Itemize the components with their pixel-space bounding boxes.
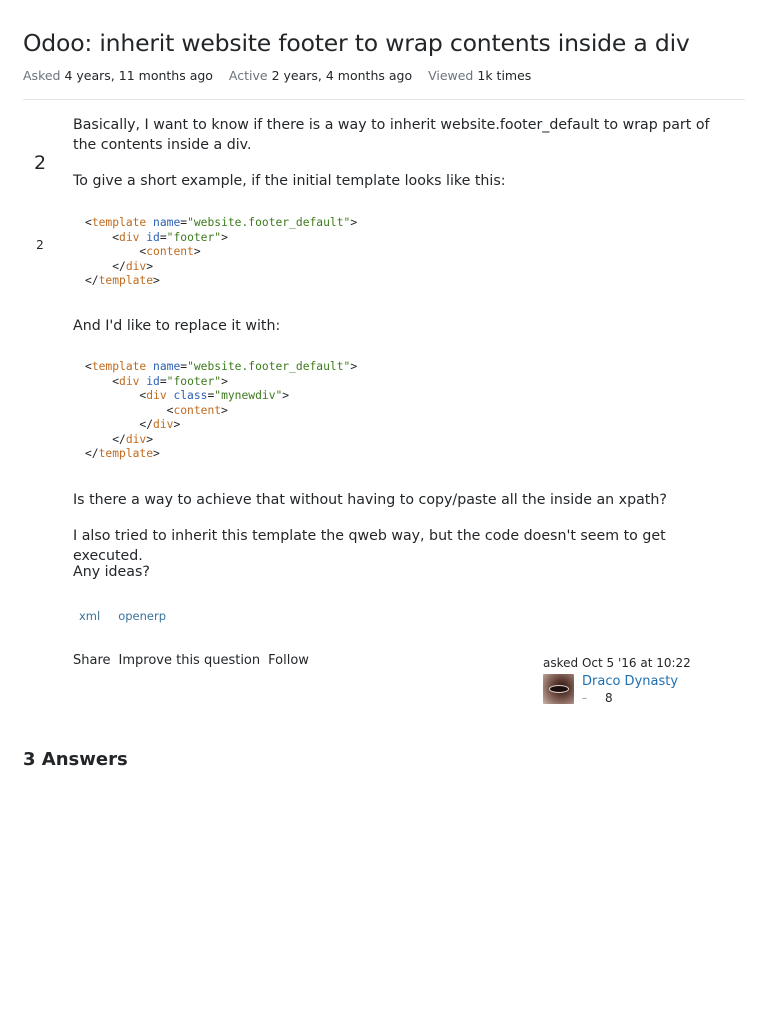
header-divider bbox=[23, 99, 745, 100]
post-paragraph: Is there a way to achieve that without having to copy/paste all the inside an xpath? bbox=[73, 492, 667, 508]
badge-mark: – bbox=[582, 692, 587, 704]
follow-link[interactable]: Follow bbox=[268, 653, 309, 668]
improve-question-link[interactable]: Improve this question bbox=[118, 653, 261, 668]
reputation-score: 8 bbox=[605, 691, 613, 705]
user-card bbox=[543, 656, 743, 705]
tag-list bbox=[73, 606, 172, 626]
viewed-value: 1k times bbox=[477, 68, 532, 83]
code-block-replacement: <template name="website.footer_default"> <div id="footer"> <div class="mynewdiv"> <content> </div> </div> </template> bbox=[85, 360, 358, 460]
active-value[interactable]: 2 years, 4 months ago bbox=[271, 68, 413, 83]
vote-count: 2 bbox=[33, 152, 47, 174]
answers-header: 3 Answers bbox=[23, 749, 128, 770]
vote-count-secondary: 2 bbox=[36, 238, 44, 252]
tag-xml[interactable]: xml bbox=[73, 606, 106, 626]
question-title[interactable]: Odoo: inherit website footer to wrap contents inside a div bbox=[23, 29, 690, 57]
avatar[interactable] bbox=[543, 674, 574, 704]
post-paragraph: To give a short example, if the initial template looks like this: bbox=[73, 173, 506, 189]
tag-openerp[interactable]: openerp bbox=[112, 606, 172, 626]
viewed-label: Viewed bbox=[428, 68, 474, 83]
asked-timestamp[interactable]: asked Oct 5 '16 at 10:22 bbox=[543, 656, 691, 670]
code-block-initial: <template name="website.footer_default"> <div id="footer"> <content> </div> </template> bbox=[85, 216, 358, 287]
user-name-link[interactable]: Draco Dynasty bbox=[582, 674, 679, 689]
post-actions bbox=[73, 653, 309, 668]
post-paragraph: And I'd like to replace it with: bbox=[73, 318, 281, 334]
question-meta bbox=[23, 68, 543, 83]
post-paragraph: Any ideas? bbox=[73, 564, 150, 580]
post-paragraph: I also tried to inherit this template the qweb way, but the code doesn't seem to get executed. bbox=[73, 528, 666, 564]
share-link[interactable]: Share bbox=[73, 653, 111, 668]
asked-value[interactable]: 4 years, 11 months ago bbox=[64, 68, 213, 83]
active-label: Active bbox=[228, 68, 268, 83]
asked-label: Asked bbox=[23, 68, 61, 83]
post-paragraph: Basically, I want to know if there is a way to inherit website.footer_default to wrap part of the contents inside a div. bbox=[73, 117, 710, 153]
